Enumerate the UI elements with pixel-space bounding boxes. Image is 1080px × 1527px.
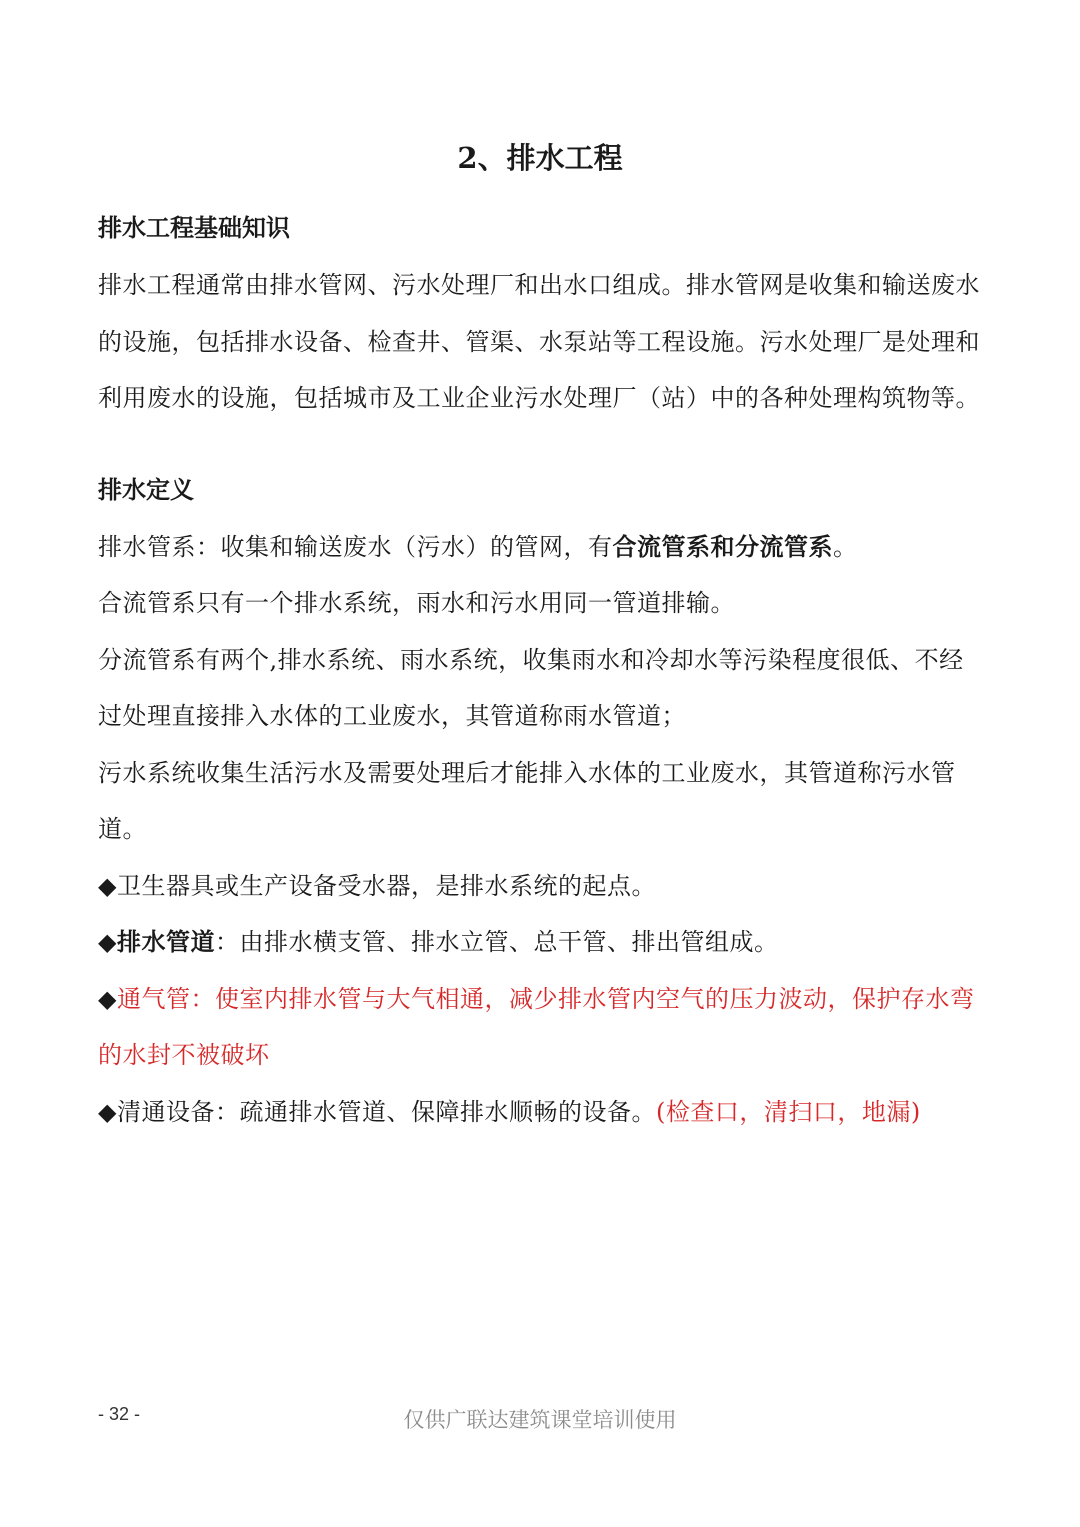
- bullet-text: ◆清通设备：疏通排水管道、保障排水顺畅的设备。: [98, 1097, 656, 1126]
- page-number: - 32 -: [98, 1404, 141, 1424]
- bullet-cleaning-device: [98, 1084, 984, 1141]
- bullet-marker: ◆: [98, 984, 117, 1013]
- text-prefix: 排水管系：收集和输送废水（污水）的管网，有: [98, 532, 613, 561]
- paragraph-drainage-pipe-system: [98, 519, 984, 576]
- section-heading-basics: 排水工程基础知识: [98, 214, 290, 242]
- bullet-text: ：由排水横支管、排水立管、总干管、排出管组成。: [214, 928, 779, 956]
- bullet-vent-pipe: [98, 971, 984, 1084]
- section-heading-definition: 排水定义: [98, 475, 194, 504]
- document-body: [98, 205, 984, 1140]
- paragraph-separate-system: 分流管系有两个,排水系统、雨水系统，收集雨水和冷却水等污染程度很低、不经过处理直接排入水体的工业废水，其管道称雨水管道；: [98, 645, 964, 730]
- paragraph-basics: 排水工程通常由排水管网、污水处理厂和出水口组成。排水管网是收集和输送废水的设施，包括排水设备、检查井、管渠、水泵站等工程设施。污水处理厂是处理和利用废水的设施，包括城市及工业企业污水处理厂（站）中的各种处理构筑物等。: [98, 271, 980, 412]
- paragraph-combined-system: 合流管系只有一个排水系统，雨水和污水用同一管道排输。: [98, 589, 735, 617]
- bullet-drain-pipes: [98, 914, 984, 971]
- red-highlight-text: (检查口，清扫口，地漏): [655, 1097, 921, 1126]
- bullet-sanitary-fixtures: ◆卫生器具或生产设备受水器，是排水系统的起点。: [98, 871, 656, 900]
- bold-term: 合流管系和分流管系: [612, 532, 833, 561]
- footer-note: 仅供广联达建筑课堂培训使用: [403, 1408, 677, 1432]
- paragraph-sewage-system: 污水系统收集生活污水及需要处理后才能排入水体的工业废水，其管道称污水管道。: [98, 758, 956, 843]
- bold-term: ◆排水管道: [98, 928, 215, 956]
- text-suffix: 。: [833, 532, 858, 561]
- red-highlight-text: 通气管：使室内排水管与大气相通，减少排水管内空气的压力波动，保护存水弯的水封不被破坏: [98, 984, 975, 1069]
- page-title: 2、排水工程: [457, 141, 623, 175]
